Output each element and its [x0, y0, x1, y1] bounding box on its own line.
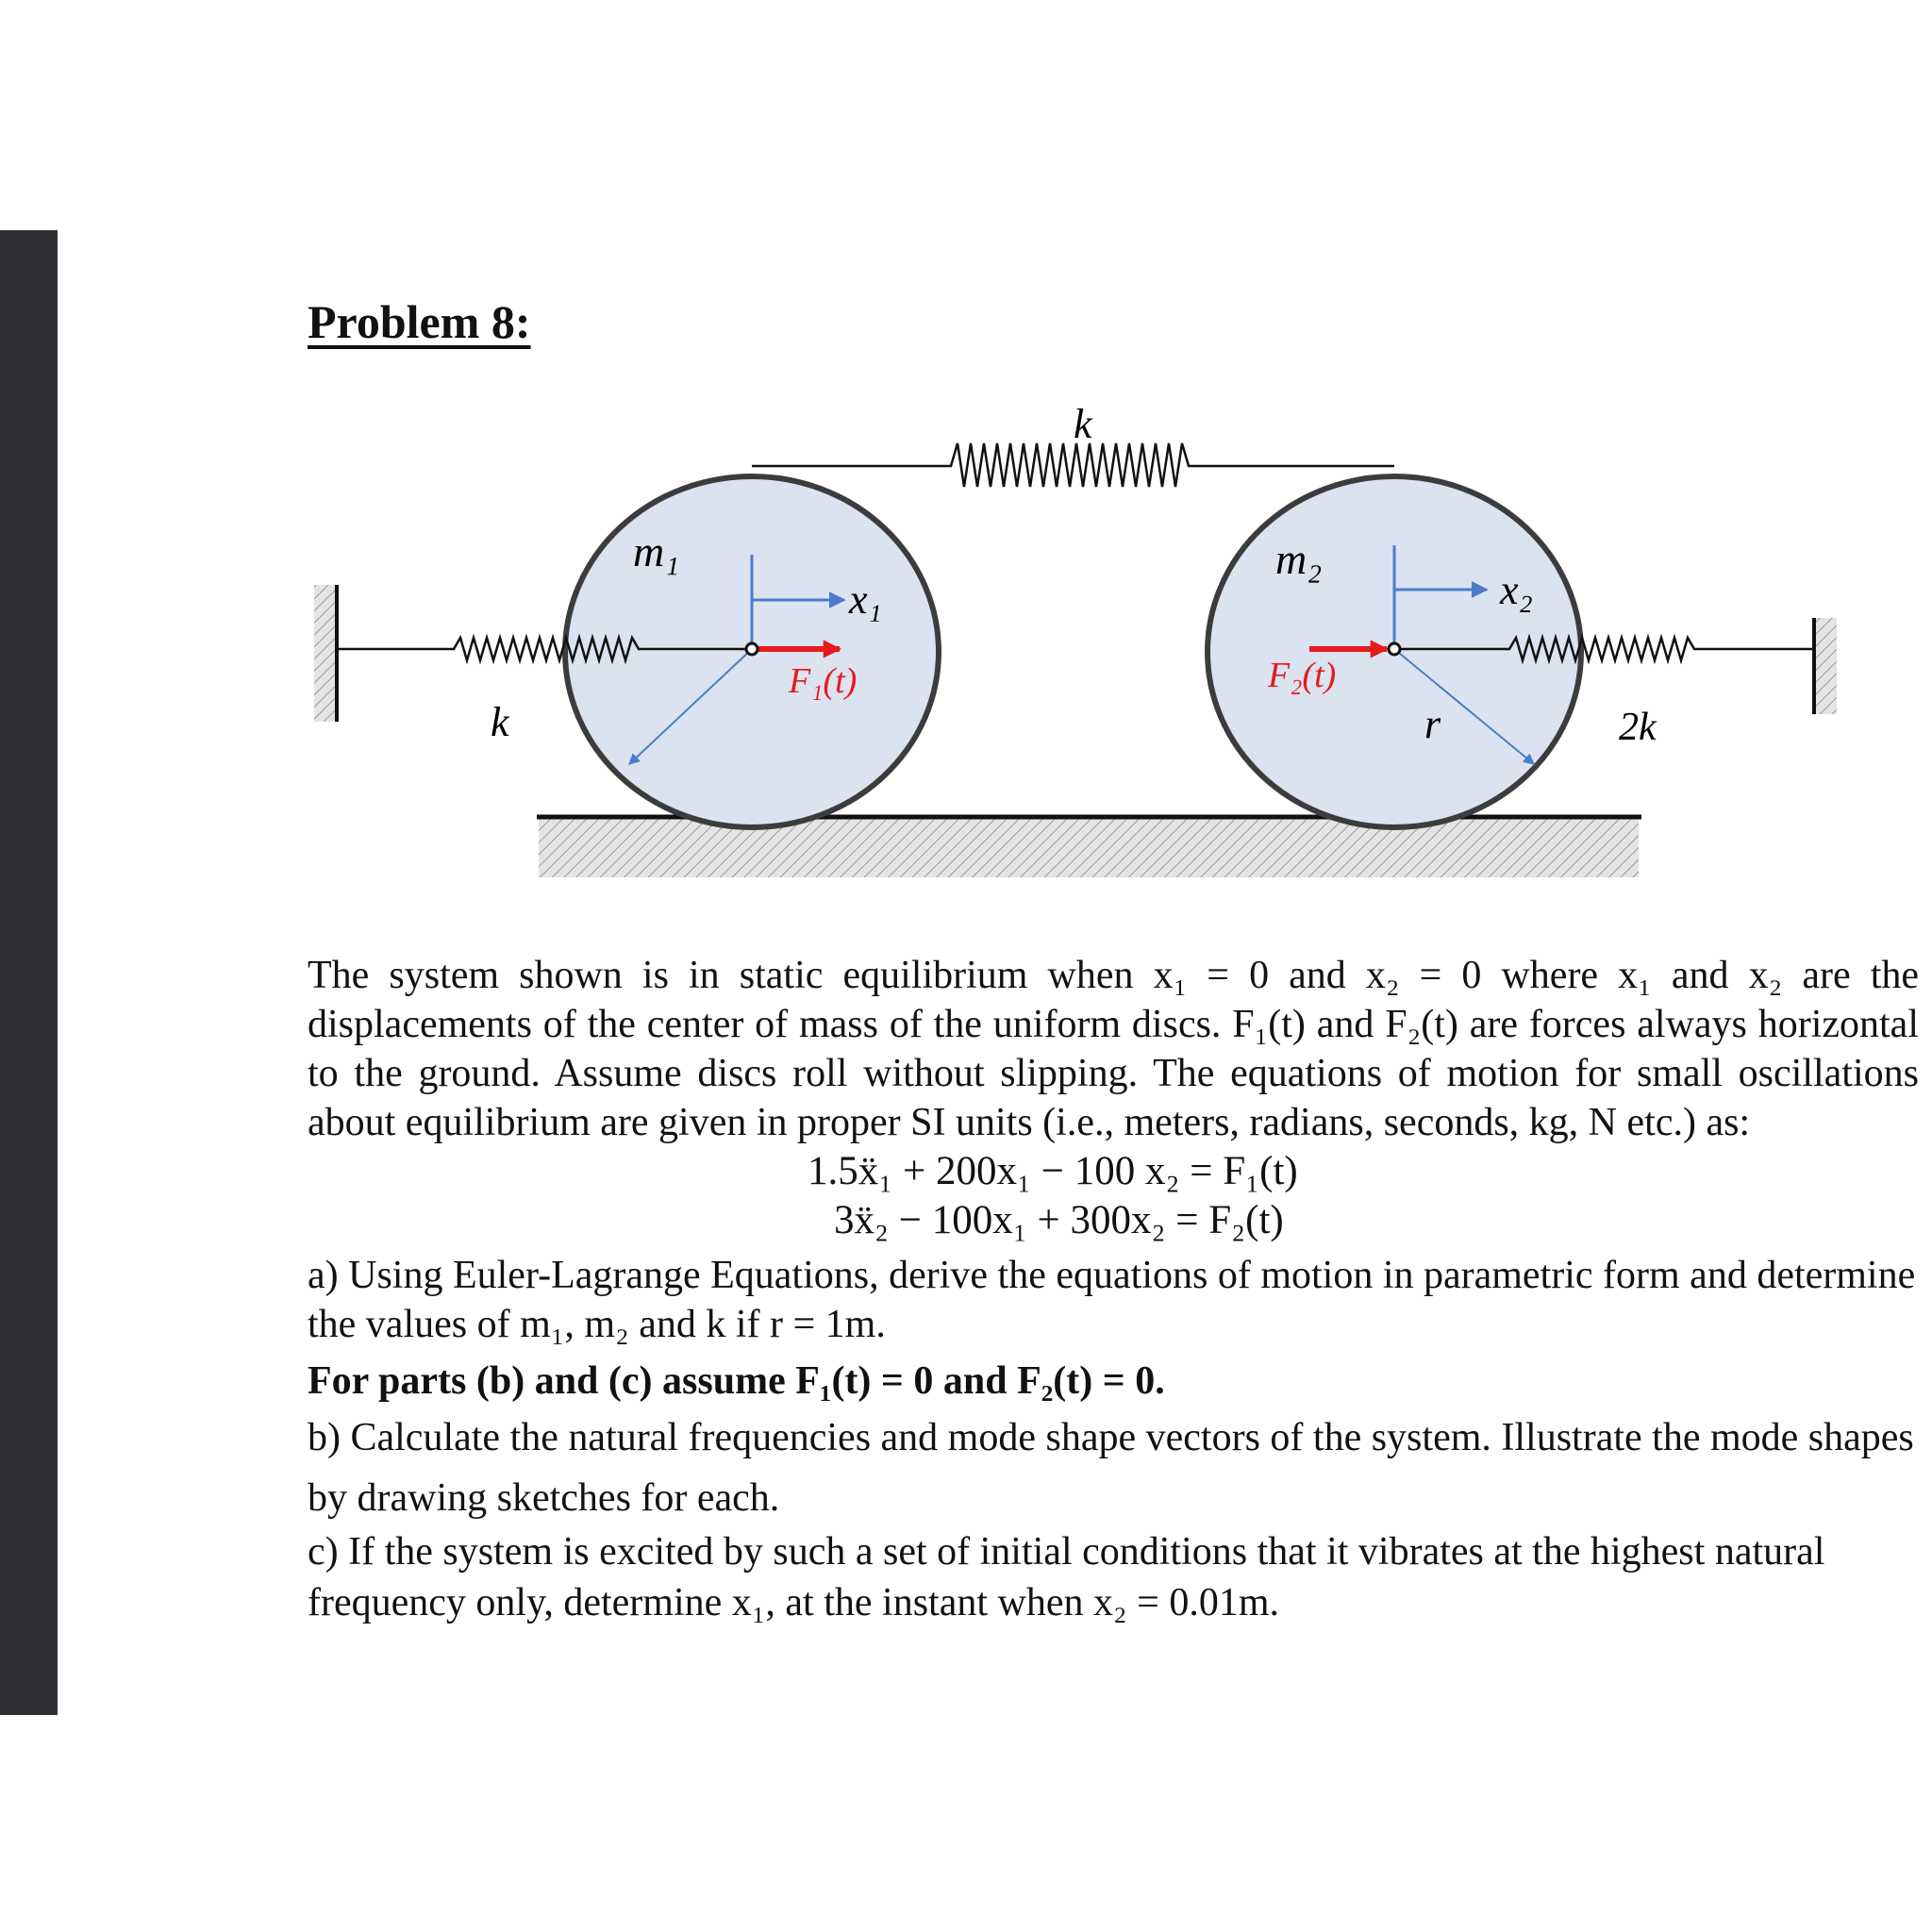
label-k-top: k — [1074, 401, 1092, 447]
label-f1: F₁(t) — [789, 661, 858, 701]
label-r: r — [1424, 701, 1441, 747]
label-m2: m₂ — [1275, 535, 1323, 583]
problem-description: The system shown is in static equilibrium when x₁ = 0 and x₂ = 0 where x₁ and x₂ are the displacements of the center of mass of the uniform discs. F₁(t) and F₂(t) are forces always horizontal to the ground. Assume discs roll without slipping. The equations of motion for small oscillations about equilibrium are given in proper SI units (i.e., meters, radians, seconds, kg, N etc.) as: — [308, 954, 1919, 1144]
right-wall-hatch — [1814, 618, 1837, 714]
question-c: c) If the system is excited by such a set of initial conditions that it vibrates at the highest natural frequency only, determine x₁, at the instant when x₂ = 0.01m. — [308, 1530, 1825, 1624]
label-x1: x₁ — [849, 576, 882, 623]
left-wall-hatch — [314, 585, 337, 722]
label-x2: x₂ — [1500, 567, 1533, 613]
label-f2: F₂(t) — [1268, 656, 1337, 695]
equation-1: 1.5ẍ₁ + 200x₁ − 100 x₂ = F₁(t) — [808, 1149, 1298, 1193]
spring-top-k — [752, 443, 1394, 487]
equation-2: 3ẍ₂ − 100x₁ + 300x₂ = F₂(t) — [834, 1198, 1284, 1242]
problem-text — [308, 951, 1919, 1628]
label-2k-right: 2k — [1619, 706, 1657, 749]
question-a: a) Using Euler-Lagrange Equations, derive the equations of motion in parametric form and determine the values of m₁, m₂ and k if r = 1m. — [308, 1254, 1916, 1346]
label-m1: m₁ — [633, 527, 680, 575]
disc-m1-center — [746, 643, 758, 655]
label-k-left: k — [491, 699, 509, 745]
question-b: b) Calculate the natural frequencies and mode shape vectors of the system. Illustrate the mode shapes by drawing sketches for each. — [308, 1416, 1914, 1520]
assumption-note: For parts (b) and (c) assume F₁(t) = 0 and F₂(t) = 0. — [308, 1359, 1165, 1403]
ground-hatch — [539, 819, 1639, 877]
disc-m2-center — [1389, 643, 1400, 655]
problem-title: Problem 8: — [308, 295, 531, 348]
